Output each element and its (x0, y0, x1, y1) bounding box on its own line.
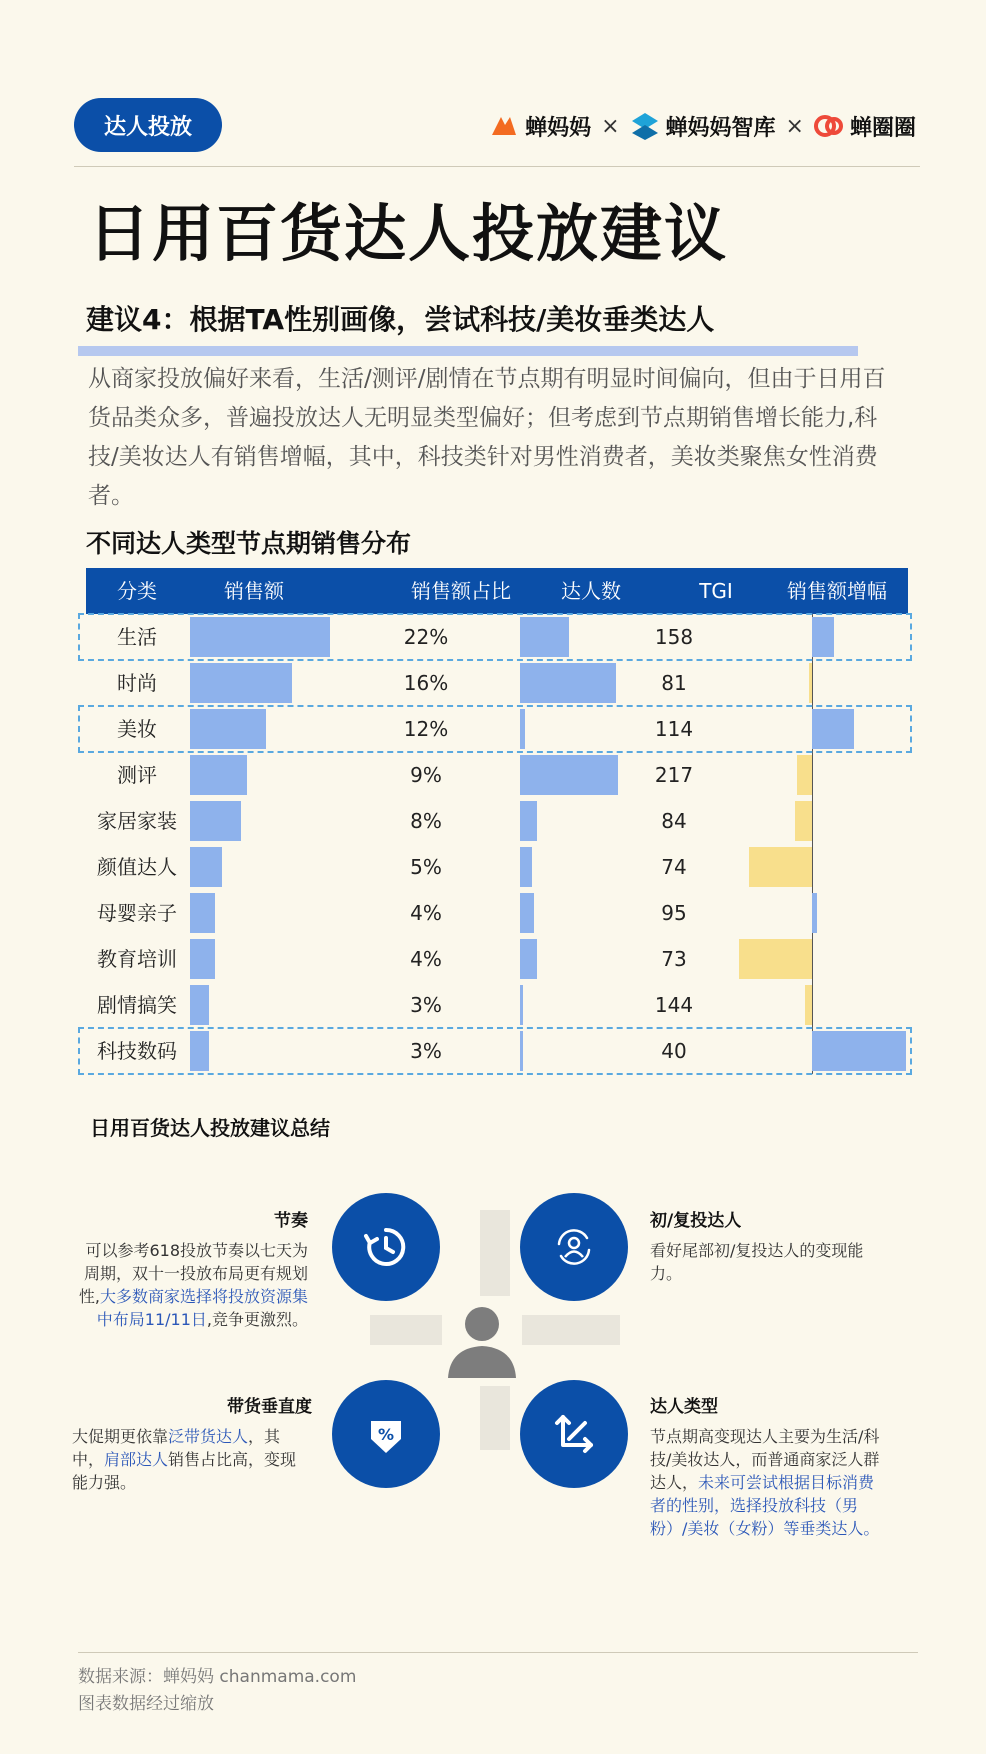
clock-refresh-icon (363, 1224, 409, 1270)
creator-type-heading: 达人类型 (650, 1397, 718, 1417)
page-title: 日用百货达人投放建议 (88, 197, 729, 270)
creator-type-highlight: 未来可尝试根据目标消费者的性别，选择投放科技（男粉）/美妆（女粉）等垂类达人。 (650, 1473, 880, 1538)
category-label: 生活 (117, 625, 157, 649)
sales-share-label: 4% (410, 947, 442, 971)
tgi-label: 144 (654, 993, 694, 1017)
brand-name: 蝉圈圈 (849, 115, 916, 141)
sales-growth-bar (797, 755, 812, 795)
rhythm-highlight: 大多数商家选择将投放资源集中布局11/11日 (96, 1287, 308, 1329)
percent-tag-icon (363, 1411, 409, 1457)
category-label: 颜值达人 (97, 855, 177, 879)
category-label: 美妆 (117, 717, 157, 741)
creator-count-bar (520, 801, 537, 841)
tgi-label: 40 (661, 1039, 687, 1063)
sales-bar (190, 663, 292, 703)
creator-type-text: 节点期高变现达人主要为生活/科技/美妆达人，而普通商家泛人群达人， (650, 1427, 880, 1492)
svg-text:%: % (377, 1425, 395, 1444)
separator-x: × (601, 113, 620, 139)
tgi-label: 95 (661, 901, 687, 925)
sales-growth-bar (812, 893, 817, 933)
vertical-block (72, 1396, 312, 1494)
category-label: 测评 (117, 763, 157, 787)
creator-type-block (650, 1396, 888, 1540)
repeat-creator-block (650, 1210, 880, 1285)
header-sales-share: 销售额占比 (411, 579, 511, 603)
header-sales-growth: 销售额增幅 (787, 579, 887, 603)
vertical-circle (332, 1380, 440, 1488)
rhythm-text-end: ,竞争更激烈。 (206, 1310, 308, 1329)
footer-divider (78, 1652, 918, 1653)
summary-title: 日用百货达人投放建议总结 (90, 1116, 330, 1140)
category-label: 科技数码 (97, 1039, 177, 1063)
tgi-label: 84 (661, 809, 687, 833)
vertical-highlight-1: 泛带货达人 (168, 1427, 249, 1446)
category-label: 母婴亲子 (97, 901, 177, 925)
vertical-text-3: 销售占比高，变现能力强。 (72, 1450, 297, 1492)
creator-type-circle (520, 1380, 628, 1488)
sales-growth-bar (809, 663, 812, 703)
person-icon (442, 1300, 522, 1380)
sales-share-label: 22% (403, 625, 449, 649)
creator-count-bar (520, 893, 534, 933)
creator-count-bar (520, 939, 537, 979)
header-tgi: TGI (699, 579, 733, 603)
rhythm-circle (332, 1193, 440, 1301)
vertical-heading: 带货垂直度 (227, 1397, 312, 1417)
category-label: 家居家装 (97, 809, 177, 833)
tgi-label: 217 (654, 763, 694, 787)
sales-bar (190, 801, 241, 841)
sales-bar (190, 939, 215, 979)
sales-share-label: 3% (410, 1039, 442, 1063)
creator-count-bar (520, 847, 532, 887)
tgi-label: 74 (661, 855, 687, 879)
tgi-label: 114 (654, 717, 694, 741)
creator-count-bar (520, 985, 523, 1025)
sales-bar (190, 755, 247, 795)
rhythm-text: 可以参考618投放节奏以七天为周期，双十一投放布局更有规划性, (78, 1241, 308, 1306)
creator-count-bar (520, 755, 618, 795)
header-category: 分类 (117, 579, 157, 603)
subtitle: 建议4：根据TA性别画像，尝试科技/美妆垂类达人 (86, 303, 715, 336)
sales-bar (190, 847, 222, 887)
sales-growth-bar (749, 847, 812, 887)
brand-name: 蝉妈妈智库 (665, 115, 776, 141)
vertical-highlight-2: 肩部达人 (104, 1450, 169, 1469)
crop-arrows-icon (551, 1411, 597, 1457)
repeat-creator-heading: 初/复投达人 (650, 1211, 742, 1231)
sales-growth-bar (739, 939, 812, 979)
header-sales: 销售额 (224, 579, 284, 603)
sales-share-label: 4% (410, 901, 442, 925)
creator-count-bar (520, 663, 616, 703)
data-source: 数据来源：蝉妈妈 chanmama.com (78, 1667, 357, 1687)
brand-name: 蝉妈妈 (525, 115, 592, 141)
header-creator-count: 达人数 (561, 579, 621, 603)
sales-share-label: 5% (410, 855, 442, 879)
chart-title: 不同达人类型节点期销售分布 (86, 529, 412, 558)
sales-share-label: 8% (410, 809, 442, 833)
person-cycle-icon (551, 1224, 597, 1270)
repeat-creator-text: 看好尾部初/复投达人的变现能力。 (650, 1241, 864, 1283)
sales-share-label: 3% (410, 993, 442, 1017)
separator-x: × (785, 113, 804, 139)
rhythm-block (76, 1210, 308, 1331)
sales-growth-bar (805, 985, 812, 1025)
category-tag: 达人投放 (74, 98, 222, 152)
sales-bar (190, 893, 215, 933)
sales-bar (190, 985, 209, 1025)
intro-paragraph: 从商家投放偏好来看，生活/测评/剧情在节点期有明显时间偏向，但由于日用百货品类众多，普遍投放达人无明显类型偏好；但考虑到节点期销售增长能力,科技/美妆达人有销售增幅，其中，科技类针对男性消费者，美妆类聚焦女性消费者。 (88, 366, 886, 509)
highlight-row-box (78, 1027, 912, 1075)
highlight-row-box (78, 705, 912, 753)
category-label: 剧情搞笑 (97, 993, 177, 1017)
footer (78, 1664, 356, 1718)
category-label: 教育培训 (97, 947, 177, 971)
tgi-label: 81 (661, 671, 687, 695)
rhythm-heading: 节奏 (274, 1211, 308, 1231)
highlight-row-box (78, 613, 912, 661)
tgi-label: 73 (661, 947, 687, 971)
sales-share-label: 16% (403, 671, 449, 695)
sales-growth-bar (795, 801, 812, 841)
sales-share-label: 9% (410, 763, 442, 787)
category-label: 时尚 (117, 671, 157, 695)
growth-axis-line (812, 614, 813, 1074)
vertical-text: 大促期更依靠 (72, 1427, 169, 1446)
tgi-label: 158 (654, 625, 694, 649)
vertical-text-2: ，其中， (72, 1427, 281, 1469)
repeat-creator-circle (520, 1193, 628, 1301)
scaling-note: 图表数据经过缩放 (78, 1694, 214, 1714)
sales-share-label: 12% (403, 717, 449, 741)
